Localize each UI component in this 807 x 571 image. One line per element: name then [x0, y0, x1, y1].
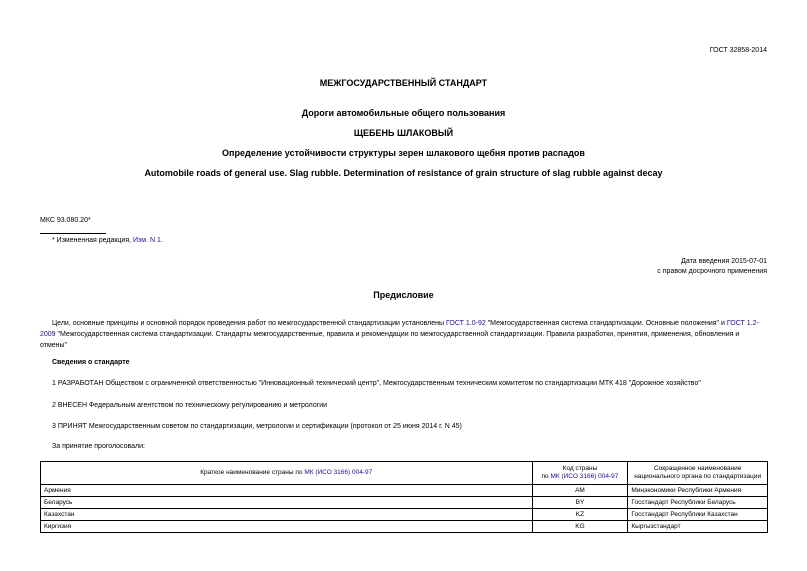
table-row [41, 521, 768, 533]
national-body: Госстандарт Республики Беларусь [628, 497, 768, 509]
title-english: Automobile roads of general use. Slag rubble. Determination of resistance of grain structure of slag rubble against decay [144, 168, 663, 178]
early-application-note: с правом досрочного применения [657, 268, 767, 275]
voting-countries-table [40, 461, 768, 533]
country-code: KZ [532, 509, 628, 521]
info-item-adopted: 3 ПРИНЯТ Межгосударственным советом по стандартизации, метрологии и сертификации (протокол от 25 июня 2014 г. N 45) [52, 423, 462, 430]
country-name: Казахстан [41, 509, 533, 521]
gost-1-2-2009-link[interactable]: ГОСТ 1.2-2009 [40, 320, 759, 338]
mk-iso-link-col2[interactable]: МК (ИСО 3166) 004-97 [550, 473, 619, 480]
header-code-text: по [541, 473, 549, 480]
mks-classification: МКС 93.080.20* [40, 217, 91, 224]
footnote-text: * Измененная редакция, [52, 237, 132, 244]
national-body: Госстандарт Республики Казахстан [628, 509, 768, 521]
info-item-developed: 1 РАЗРАБОТАН Обществом с ограниченной ответственностью "Инновационный технический центр", Межгосударственным техническим комитетом по стандартизации МТК 418 "Дорожное хозяйство" [52, 380, 701, 387]
table-header-row [41, 462, 768, 485]
title-line-2: ЩЕБЕНЬ ШЛАКОВЫЙ [353, 128, 454, 138]
table-row [41, 485, 768, 497]
header-country-code [532, 462, 628, 485]
header-body-line1: Сокращенное наименование [653, 465, 742, 472]
title-line-3: Определение устойчивости структуры зерен шлакового щебня против распадов [222, 148, 585, 158]
standard-info-heading: Сведения о стандарте [52, 359, 130, 366]
foreword-text-3: "Межгосударственная система стандартизации. Стандарты межгосударственные, правила и рекомендации по межгосударственной стандартизации. Правила разработки, принятия, применения, обновления и отмены" [40, 331, 740, 349]
footnote-divider [40, 233, 106, 234]
table-row [41, 509, 768, 521]
national-body: Кыргызстандарт [628, 521, 768, 533]
introduction-date: Дата введения 2015-07-01 [681, 258, 767, 265]
country-code: AM [532, 485, 628, 497]
gost-1-0-92-link[interactable]: ГОСТ 1.0-92 [446, 320, 486, 327]
standard-type-heading: МЕЖГОСУДАРСТВЕННЫЙ СТАНДАРТ [319, 78, 488, 88]
country-name: Беларусь [41, 497, 533, 509]
header-country-name [41, 462, 533, 485]
foreword-text-1: Цели, основные принципы и основной порядок проведения работ по межгосударственной стандартизации установлены [52, 320, 445, 327]
header-national-body [628, 462, 768, 485]
header-body-line2: национального органа по стандартизации [634, 473, 762, 480]
header-code-line1: Код страны [562, 465, 598, 472]
header-country-text: Краткое наименование страны по [200, 469, 303, 476]
mk-iso-link-col1[interactable]: МК (ИСО 3166) 004-97 [304, 469, 373, 476]
country-name: Армения [41, 485, 533, 497]
title-line-1: Дороги автомобильные общего пользования [301, 108, 506, 118]
foreword-heading: Предисловие [373, 290, 434, 300]
national-body: Минэкономики Республики Армения [628, 485, 768, 497]
voted-label: За принятие проголосовали: [52, 443, 145, 450]
amendment-link[interactable]: Изм. N 1 [133, 237, 161, 244]
footnote-end: . [160, 237, 163, 244]
country-code: KG [532, 521, 628, 533]
foreword-text-2: "Межгосударственная система стандартизации. Основные положения" и [487, 320, 725, 327]
foreword-paragraph [40, 318, 768, 351]
country-name: Киргизия [41, 521, 533, 533]
footnote [52, 237, 163, 244]
table-row [41, 497, 768, 509]
info-item-introduced: 2 ВНЕСЕН Федеральным агентством по техническому регулированию и метрологии [52, 402, 328, 409]
document-code: ГОСТ 32858-2014 [709, 47, 767, 54]
country-code: BY [532, 497, 628, 509]
